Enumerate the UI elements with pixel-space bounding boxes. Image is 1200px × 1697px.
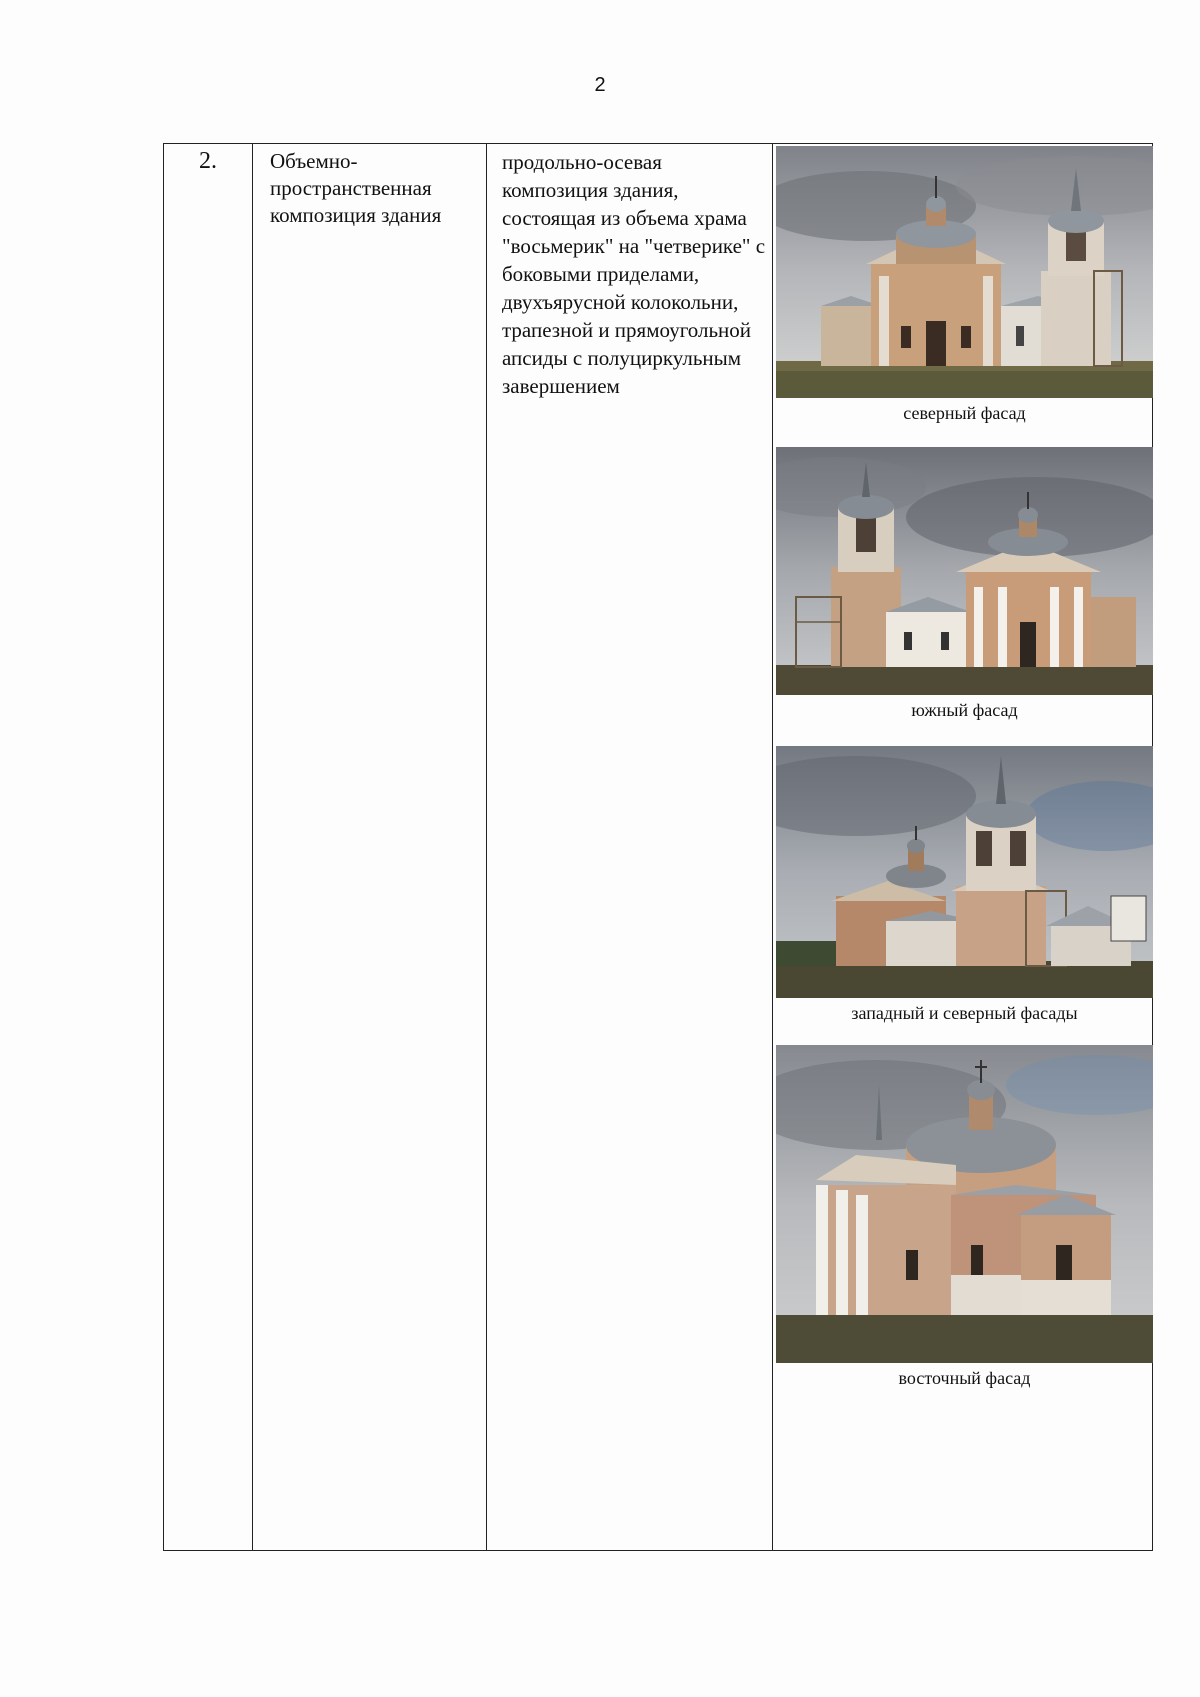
- photo-caption: западный и северный фасады: [851, 1003, 1078, 1023]
- photo-south-block: [776, 447, 1153, 721]
- photo-east-block: [776, 1045, 1153, 1389]
- photo-caption: восточный фасад: [898, 1368, 1031, 1388]
- photo-north-block: [776, 146, 1153, 424]
- photo-caption: южный фасад: [911, 700, 1018, 720]
- element-name: Объемно-пространственная композиция здания: [253, 144, 487, 1551]
- photo-caption: северный фасад: [903, 403, 1026, 423]
- document-table: [163, 143, 1153, 1551]
- row-number: 2.: [164, 144, 253, 1551]
- table-row: [164, 144, 1153, 1551]
- page-number: 2: [594, 74, 606, 96]
- photo-south-facade: [776, 447, 1153, 695]
- photo-west-north-block: [776, 746, 1153, 1024]
- photo-north-facade: [776, 146, 1153, 398]
- photos-cell: [773, 144, 1153, 1551]
- photo-east-facade: [776, 1045, 1153, 1363]
- element-description: продольно-осевая композиция здания, состоящая из объема храма "восьмерик" на "четверике" с боковыми приделами, двухъярусной колокольни, трапезной и прямоугольной апсиды с полуциркульным завершением: [487, 144, 773, 1551]
- photo-west-north-facades: [776, 746, 1153, 998]
